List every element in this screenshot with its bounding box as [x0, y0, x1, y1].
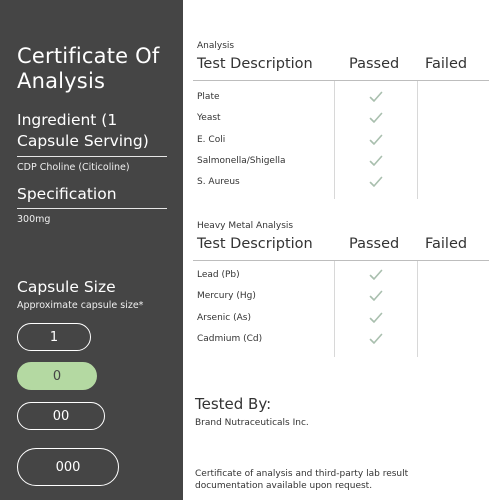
check-icon: [369, 134, 383, 146]
capsule-size-subtitle: Approximate capsule size*: [17, 300, 144, 311]
divider: [17, 156, 167, 157]
column-header-passed: Passed: [349, 56, 400, 72]
table-divider: [193, 80, 489, 81]
capsule-size-label: 00: [52, 408, 70, 424]
capsule-size-label: 1: [49, 329, 59, 345]
column-header-test-description: Test Description: [197, 56, 313, 72]
test-row-label: Cadmium (Cd): [197, 333, 263, 344]
test-row-label: Lead (Pb): [197, 270, 240, 280]
column-header-test-description: Test Description: [197, 236, 313, 252]
heavy-metal-section-label: Heavy Metal Analysis: [197, 221, 294, 231]
capsule-size-label: 000: [55, 459, 81, 475]
capsule-size-option-000[interactable]: [17, 448, 119, 486]
specification-value: 300mg: [17, 214, 51, 225]
check-icon: [369, 112, 383, 124]
capsule-size-option-0[interactable]: [17, 362, 97, 390]
test-row-label: Plate: [197, 92, 220, 102]
check-icon: [369, 290, 383, 302]
check-icon: [369, 269, 383, 281]
divider: [17, 208, 167, 209]
column-divider: [417, 81, 418, 199]
footnote: Certificate of analysis and third-party lab result documentation available upon request.: [195, 469, 409, 491]
check-icon: [369, 312, 383, 324]
tested-by-heading: Tested By:: [195, 395, 272, 413]
column-header-failed: Failed: [425, 236, 468, 252]
analysis-section-label: Analysis: [197, 41, 235, 51]
capsule-size-option-1[interactable]: [17, 323, 91, 351]
column-divider: [334, 261, 335, 357]
test-row-label: Yeast: [197, 113, 221, 124]
check-icon: [369, 155, 383, 167]
capsule-size-option-00[interactable]: [17, 402, 105, 430]
test-row-label: Arsenic (As): [197, 312, 251, 323]
left-panel: [0, 0, 183, 500]
check-icon: [369, 176, 383, 188]
column-divider: [417, 261, 418, 357]
capsule-size-label: 0: [52, 368, 62, 384]
analysis-table-header: [197, 56, 489, 78]
heavy-metal-table-header: [197, 236, 489, 258]
ingredient-value: CDP Choline (Citicoline): [17, 162, 130, 173]
results-panel: [183, 0, 489, 500]
column-divider: [334, 81, 335, 199]
tested-by-value: Brand Nutraceuticals Inc.: [195, 418, 309, 428]
test-row-label: Mercury (Hg): [197, 291, 256, 302]
test-row-label: E. Coli: [197, 134, 226, 145]
specification-heading: Specification: [17, 185, 117, 203]
column-header-failed: Failed: [425, 56, 468, 72]
column-header-passed: Passed: [349, 236, 400, 252]
check-icon: [369, 333, 383, 345]
ingredient-heading: Ingredient (1 Capsule Serving): [17, 111, 149, 150]
capsule-size-heading: Capsule Size: [17, 278, 116, 296]
test-row-label: Salmonella/Shigella: [197, 155, 286, 166]
table-divider: [193, 260, 489, 261]
page-title: Certificate Of Analysis: [17, 44, 160, 93]
check-icon: [369, 91, 383, 103]
test-row-label: S. Aureus: [197, 177, 240, 188]
